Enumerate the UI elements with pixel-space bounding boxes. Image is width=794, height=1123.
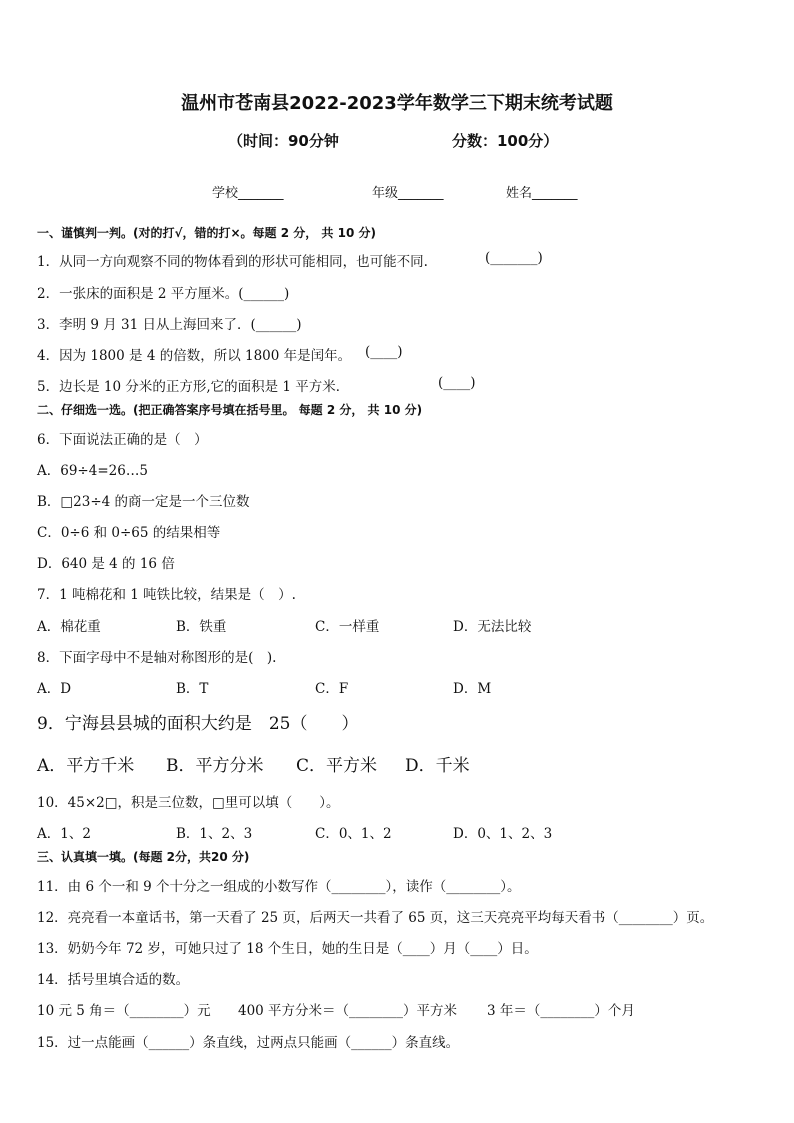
question-8-option-c: C．F [315, 681, 349, 697]
question-13: 13．奶奶今年 72 岁，可她只过了 18 个生日，她的生日是（____）月（____）日。 [37, 941, 538, 957]
question-10-option-c: C．0、1、2 [315, 826, 392, 842]
question-8-option-b: B．T [176, 681, 209, 697]
section-heading-3: 三、认真填一填。(每题 2分，共20 分) [37, 850, 250, 864]
section-heading-2: 二、仔细选一选。(把正确答案序号填在括号里。 每题 2 分， 共 10 分) [37, 403, 423, 417]
question-10-option-d: D．0、1、2、3 [453, 826, 553, 842]
section-heading-1: 一、谨慎判一判。(对的打√，错的打×。每题 2 分， 共 10 分) [37, 226, 376, 240]
question-7-option-d: D．无法比较 [453, 619, 532, 635]
question-6-option-d: D．640 是 4 的 16 倍 [37, 556, 175, 572]
question-14: 14．括号里填合适的数。 [37, 972, 190, 988]
question-4-blank: (____) [365, 344, 403, 360]
question-10-option-a: A．1、2 [37, 826, 91, 842]
question-14-part-b: 400 平方分米＝（________）平方米 [238, 1003, 458, 1019]
question-2: 2．一张床的面积是 2 平方厘米。(______) [37, 286, 290, 302]
question-15: 15．过一点能画（______）条直线，过两点只能画（______）条直线。 [37, 1035, 460, 1051]
question-3: 3．李明 9 月 31 日从上海回来了．(______) [37, 317, 302, 333]
question-6-option-a: A．69÷4=26…5 [37, 463, 148, 479]
question-8-option-d: D．M [453, 681, 492, 697]
question-6-option-b: B．□23÷4 的商一定是一个三位数 [37, 494, 250, 510]
name-field: 姓名_______ [506, 186, 578, 201]
question-5-blank: (____) [438, 375, 476, 391]
question-1: 1．从同一方向观察不同的物体看到的形状可能相同，也可能不同. [37, 254, 428, 270]
question-6-option-c: C．0÷6 和 0÷65 的结果相等 [37, 525, 221, 541]
question-10-option-b: B．1、2、3 [176, 826, 253, 842]
question-7: 7．1 吨棉花和 1 吨铁比较，结果是（ ）. [37, 587, 296, 603]
score-total: 分数：100分） [452, 132, 559, 150]
question-14-part-a: 10 元 5 角＝（________）元 [37, 1003, 211, 1019]
question-9: 9．宁海县县城的面积大约是 25（ ） [37, 714, 359, 734]
question-7-option-b: B．铁重 [176, 619, 227, 635]
question-9-option-d: D．千米 [405, 756, 470, 776]
question-8-option-a: A．D [37, 681, 72, 697]
question-5: 5．边长是 10 分米的正方形,它的面积是 1 平方米． [37, 379, 350, 395]
question-6: 6．下面说法正确的是（ ） [37, 432, 208, 448]
question-10: 10．45×2□，积是三位数，□里可以填（ ）。 [37, 795, 340, 811]
question-7-option-a: A．棉花重 [37, 619, 101, 635]
time-limit: （时间：90分钟 [228, 132, 339, 150]
question-7-option-c: C．一样重 [315, 619, 380, 635]
question-14-part-c: 3 年＝（________）个月 [487, 1003, 635, 1019]
question-11: 11．由 6 个一和 9 个十分之一组成的小数写作（________），读作（________）。 [37, 879, 521, 895]
question-12: 12．亮亮看一本童话书，第一天看了 25 页，后两天一共看了 65 页，这三天亮亮平均每天看书（________）页。 [37, 910, 714, 926]
question-9-option-a: A．平方千米 [37, 756, 135, 776]
question-9-option-b: B．平方分米 [166, 756, 264, 776]
page-title: 温州市苍南县2022-2023学年数学三下期末统考试题 [181, 93, 613, 114]
school-field: 学校_______ [212, 186, 284, 201]
question-8: 8．下面字母中不是轴对称图形的是( ). [37, 650, 277, 666]
grade-field: 年级_______ [372, 186, 444, 201]
question-1-blank: (_______) [485, 250, 543, 266]
question-9-option-c: C．平方米 [296, 756, 378, 776]
question-4: 4．因为 1800 是 4 的倍数，所以 1800 年是闰年。 [37, 348, 352, 364]
